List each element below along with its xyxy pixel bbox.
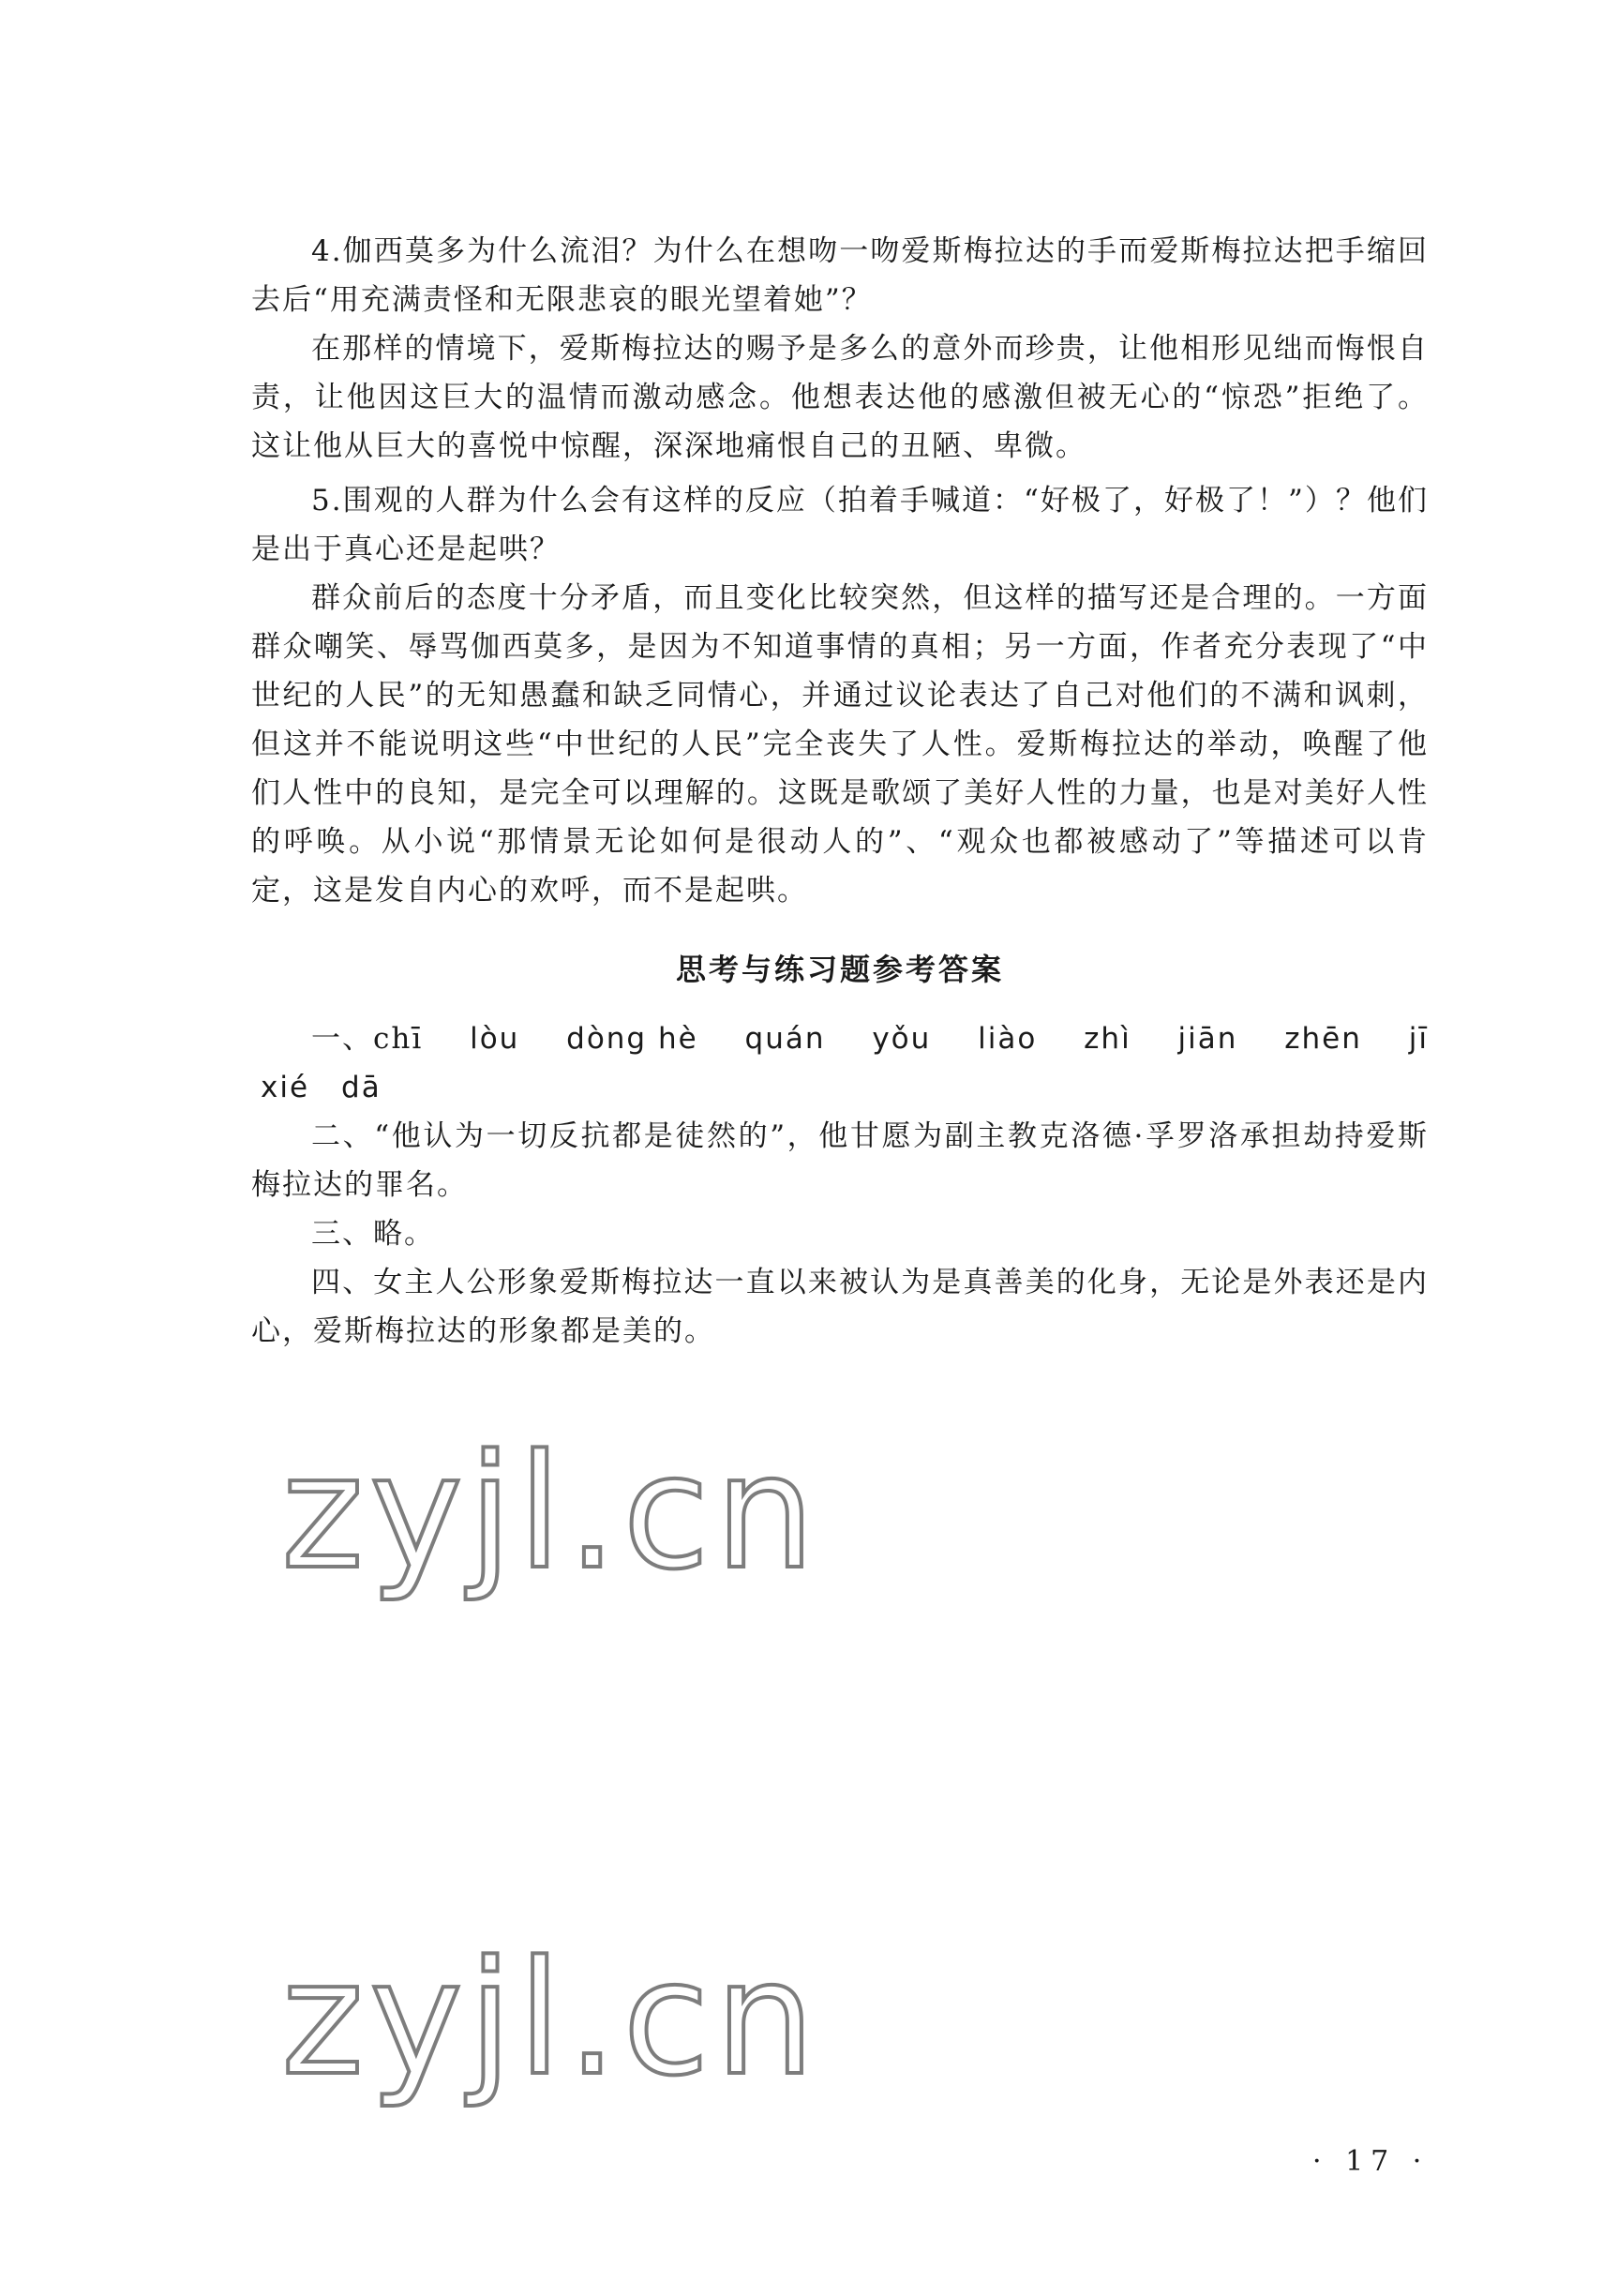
pinyin-item: jiān — [1177, 1022, 1238, 1056]
pinyin-item: xié — [261, 1071, 310, 1104]
pinyin-item: zhēn — [1284, 1022, 1362, 1056]
answer-4: 在那样的情境下，爱斯梅拉达的赐予是多么的意外而珍贵，让他相形见绌而悔恨自责，让他因这巨大的温情而激动感念。他想表达他的感激但被无心的“惊恐”拒绝了。这让他从巨大的喜悦中惊醒，深深地痛恨自己的丑陋、卑微。 — [251, 332, 1429, 463]
pinyin-item: yǒu — [872, 1022, 932, 1056]
pinyin-item: zhì — [1084, 1022, 1131, 1056]
answer-5: 群众前后的态度十分矛盾，而且变化比较突然，但这样的描写还是合理的。一方面群众嘲笑、辱骂伽西莫多，是因为不知道事情的真相；另一方面，作者充分表现了“中世纪的人民”的无知愚蠢和缺乏同情心，并通过议论表达了自己对他们的不满和讽刺，但这并不能说明这些“中世纪的人民”完全丧失了人性。爱斯梅拉达的举动，唤醒了他们人性中的良知，是完全可以理解的。这既是歌颂了美好人性的力量，也是对美好人性的呼唤。从小说“那情景无论如何是很动人的”、“观众也都被感动了”等描述可以肯定，这是发自内心的欢呼，而不是起哄。 — [251, 581, 1429, 908]
pinyin-answer-line-2 — [251, 1063, 1429, 1112]
answer-one-label: 一、 — [311, 1022, 373, 1056]
page-number: · 17 · — [1312, 2145, 1430, 2178]
question-5: 5.围观的人群为什么会有这样的反应（拍着手喊道：“好极了，好极了！”）？他们是出于真心还是起哄？ — [251, 484, 1429, 566]
pinyin-item: quán — [744, 1022, 826, 1056]
pinyin-item: chī — [373, 1022, 424, 1056]
watermark-logo: zyjl.cn — [281, 1420, 821, 1604]
pinyin-answer-line-1 — [251, 1014, 1429, 1063]
page-content — [251, 221, 1429, 1356]
question-4: 4.伽西莫多为什么流泪？为什么在想吻一吻爱斯梅拉达的手而爱斯梅拉达把手缩回去后“用充满责怪和无限悲哀的眼光望着她”？ — [251, 234, 1429, 317]
pinyin-item: dā — [341, 1071, 382, 1104]
answer-two: 二、“他认为一切反抗都是徒然的”，他甘愿为副主教克洛德·孚罗洛承担劫持爱斯梅拉达的罪名。 — [251, 1119, 1429, 1202]
section-title: 思考与练习题参考答案 — [675, 952, 1004, 987]
pinyin-item: liào — [978, 1022, 1038, 1056]
pinyin-item: jī — [1408, 1022, 1429, 1056]
answer-four: 四、女主人公形象爱斯梅拉达一直以来被认为是真善美的化身，无论是外表还是内心，爱斯梅拉达的形象都是美的。 — [251, 1266, 1429, 1348]
answer-three: 三、略。 — [311, 1217, 435, 1251]
pinyin-item: dòng hè — [566, 1022, 698, 1056]
watermark-logo: zyjl.cn — [281, 1927, 821, 2110]
pinyin-item: lòu — [470, 1022, 520, 1056]
